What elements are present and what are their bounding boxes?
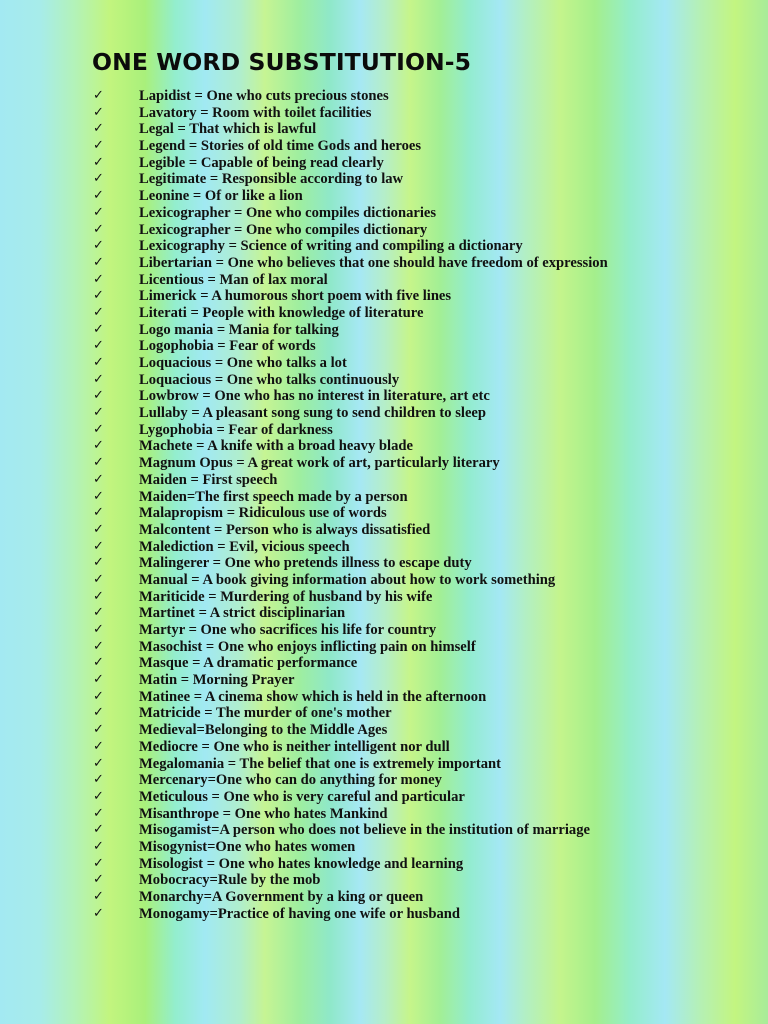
list-item xyxy=(93,88,608,105)
list-item xyxy=(93,422,608,439)
entry-text: Literati = People with knowledge of literature xyxy=(139,304,424,321)
entry-text: Licentious = Man of lax moral xyxy=(139,271,328,288)
entry-text: Megalomania = The belief that one is extremely important xyxy=(139,755,502,772)
entry-text: Loquacious = One who talks continuously xyxy=(139,371,400,388)
list-item xyxy=(93,338,608,355)
list-item xyxy=(93,205,608,222)
list-item xyxy=(93,605,608,622)
checkmark-icon: ✓ xyxy=(93,738,104,754)
entry-text: Misanthrope = One who hates Mankind xyxy=(139,805,388,822)
checkmark-icon: ✓ xyxy=(93,88,104,103)
entry-text: Maiden=The first speech made by a person xyxy=(139,488,408,505)
entry-text: Lapidist = One who cuts precious stones xyxy=(139,88,389,104)
list-item xyxy=(93,438,608,455)
checkmark-icon: ✓ xyxy=(93,805,104,821)
list-item xyxy=(93,355,608,372)
entry-text: Malediction = Evil, vicious speech xyxy=(139,538,350,555)
list-item xyxy=(93,255,608,272)
list-item xyxy=(93,622,608,639)
entry-text: Machete = A knife with a broad heavy blade xyxy=(139,438,413,455)
checkmark-icon: ✓ xyxy=(93,605,104,621)
checkmark-icon: ✓ xyxy=(93,622,104,637)
entry-text: Lygophobia = Fear of darkness xyxy=(139,421,333,438)
checkmark-icon: ✓ xyxy=(93,221,104,237)
entry-text: Logophobia = Fear of words xyxy=(139,338,316,355)
list-item xyxy=(93,689,608,706)
checkmark-icon: ✓ xyxy=(93,121,104,137)
checkmark-icon: ✓ xyxy=(93,388,104,404)
checkmark-icon: ✓ xyxy=(93,872,104,888)
checkmark-icon: ✓ xyxy=(93,571,104,587)
checkmark-icon: ✓ xyxy=(93,638,104,654)
checkmark-icon: ✓ xyxy=(93,154,104,170)
entry-text: Limerick = A humorous short poem with five lines xyxy=(139,288,452,305)
list-item xyxy=(93,322,608,339)
checkmark-icon: ✓ xyxy=(93,838,104,854)
checkmark-icon: ✓ xyxy=(93,905,104,921)
entry-text: Mediocre = One who is neither intelligent nor dull xyxy=(139,738,450,755)
entry-text: Malcontent = Person who is always dissatisfied xyxy=(139,521,431,538)
list-item xyxy=(93,105,608,122)
checkmark-icon: ✓ xyxy=(93,254,104,270)
checkmark-icon: ✓ xyxy=(93,355,104,370)
checkmark-icon: ✓ xyxy=(93,304,104,320)
list-item xyxy=(93,472,608,489)
list-item xyxy=(93,789,608,806)
checkmark-icon: ✓ xyxy=(93,688,104,704)
entry-text: Matin = Morning Prayer xyxy=(139,672,295,689)
list-item xyxy=(93,121,608,138)
entry-text: Medieval=Belonging to the Middle Ages xyxy=(139,722,388,739)
page-title: ONE WORD SUBSTITUTION-5 xyxy=(92,48,472,76)
entry-text: Monogamy=Practice of having one wife or husband xyxy=(139,905,460,922)
list-item xyxy=(93,155,608,172)
checkmark-icon: ✓ xyxy=(93,438,104,454)
entry-text: Matricide = The murder of one's mother xyxy=(139,705,392,722)
entry-text: Lexicographer = One who compiles dictionary xyxy=(139,221,428,238)
list-item xyxy=(93,672,608,689)
entry-text: Libertarian = One who believes that one should have freedom of expression xyxy=(139,254,608,271)
checkmark-icon: ✓ xyxy=(93,588,104,604)
list-item xyxy=(93,222,608,239)
list-item xyxy=(93,722,608,739)
entry-text: Mariticide = Murdering of husband by his wife xyxy=(139,588,433,605)
entry-text: Masochist = One who enjoys inflicting pain on himself xyxy=(139,638,476,655)
checkmark-icon: ✓ xyxy=(93,889,104,904)
list-item xyxy=(93,388,608,405)
list-item xyxy=(93,856,608,873)
checkmark-icon: ✓ xyxy=(93,288,104,304)
checkmark-icon: ✓ xyxy=(93,271,104,287)
entry-list xyxy=(93,88,608,922)
list-item xyxy=(93,739,608,756)
list-item xyxy=(93,238,608,255)
checkmark-icon: ✓ xyxy=(93,655,104,671)
entry-text: Lowbrow = One who has no interest in literature, art etc xyxy=(139,388,490,405)
checkmark-icon: ✓ xyxy=(93,772,104,788)
list-item xyxy=(93,305,608,322)
list-item xyxy=(93,839,608,856)
entry-text: Monarchy=A Government by a king or queen xyxy=(139,889,424,905)
checkmark-icon: ✓ xyxy=(93,405,104,421)
checkmark-icon: ✓ xyxy=(93,521,104,537)
entry-text: Meticulous = One who is very careful and particular xyxy=(139,788,465,805)
entry-text: Martyr = One who sacrifices his life for country xyxy=(139,622,437,638)
list-item xyxy=(93,639,608,656)
list-item xyxy=(93,906,608,923)
list-item xyxy=(93,889,608,906)
list-item xyxy=(93,756,608,773)
list-item xyxy=(93,272,608,289)
checkmark-icon: ✓ xyxy=(93,722,104,738)
list-item xyxy=(93,806,608,823)
checkmark-icon: ✓ xyxy=(93,755,104,771)
list-item xyxy=(93,572,608,589)
entry-text: Magnum Opus = A great work of art, particularly literary xyxy=(139,455,500,472)
checkmark-icon: ✓ xyxy=(93,188,104,204)
list-item xyxy=(93,171,608,188)
entry-text: Maiden = First speech xyxy=(139,471,278,488)
entry-text: Misogamist=A person who does not believe in the institution of marriage xyxy=(139,822,590,839)
list-item xyxy=(93,822,608,839)
checkmark-icon: ✓ xyxy=(93,204,104,220)
list-item xyxy=(93,489,608,506)
entry-text: Malingerer = One who pretends illness to escape duty xyxy=(139,555,472,572)
list-item xyxy=(93,138,608,155)
entry-text: Logo mania = Mania for talking xyxy=(139,321,339,338)
entry-text: Leonine = Of or like a lion xyxy=(139,188,303,205)
entry-text: Matinee = A cinema show which is held in the afternoon xyxy=(139,688,487,705)
checkmark-icon: ✓ xyxy=(93,471,104,487)
entry-text: Martinet = A strict disciplinarian xyxy=(139,605,346,622)
entry-text: Legitimate = Responsible according to law xyxy=(139,171,404,188)
list-item xyxy=(93,522,608,539)
list-item xyxy=(93,188,608,205)
checkmark-icon: ✓ xyxy=(93,822,104,838)
entry-text: Malapropism = Ridiculous use of words xyxy=(139,505,387,522)
list-item xyxy=(93,288,608,305)
list-item xyxy=(93,772,608,789)
checkmark-icon: ✓ xyxy=(93,421,104,437)
checkmark-icon: ✓ xyxy=(93,538,104,554)
checkmark-icon: ✓ xyxy=(93,104,104,120)
checkmark-icon: ✓ xyxy=(93,371,104,387)
list-item xyxy=(93,872,608,889)
checkmark-icon: ✓ xyxy=(93,238,104,254)
entry-text: Manual = A book giving information about how to work something xyxy=(139,571,556,588)
entry-text: Legal = That which is lawful xyxy=(139,121,317,138)
checkmark-icon: ✓ xyxy=(93,488,104,504)
checkmark-icon: ✓ xyxy=(93,705,104,721)
checkmark-icon: ✓ xyxy=(93,171,104,187)
checkmark-icon: ✓ xyxy=(93,321,104,337)
entry-text: Lullaby = A pleasant song sung to send children to sleep xyxy=(139,405,487,422)
checkmark-icon: ✓ xyxy=(93,338,104,354)
entry-text: Loquacious = One who talks a lot xyxy=(139,355,347,371)
list-item xyxy=(93,455,608,472)
entry-text: Lexicography = Science of writing and compiling a dictionary xyxy=(139,238,523,255)
list-item xyxy=(93,505,608,522)
entry-text: Mercenary=One who can do anything for money xyxy=(139,772,442,789)
entry-text: Legend = Stories of old time Gods and heroes xyxy=(139,138,422,155)
checkmark-icon: ✓ xyxy=(93,555,104,571)
list-item xyxy=(93,655,608,672)
list-item xyxy=(93,555,608,572)
checkmark-icon: ✓ xyxy=(93,855,104,871)
entry-text: Masque = A dramatic performance xyxy=(139,655,358,672)
entry-text: Misologist = One who hates knowledge and learning xyxy=(139,855,464,872)
checkmark-icon: ✓ xyxy=(93,455,104,471)
entry-text: Legible = Capable of being read clearly xyxy=(139,154,384,171)
checkmark-icon: ✓ xyxy=(93,672,104,688)
checkmark-icon: ✓ xyxy=(93,138,104,154)
entry-text: Lexicographer = One who compiles dictionaries xyxy=(139,204,437,221)
entry-text: Mobocracy=Rule by the mob xyxy=(139,872,321,889)
checkmark-icon: ✓ xyxy=(93,788,104,804)
list-item xyxy=(93,372,608,389)
entry-text: Misogynist=One who hates women xyxy=(139,838,356,855)
list-item xyxy=(93,589,608,606)
list-item xyxy=(93,705,608,722)
checkmark-icon: ✓ xyxy=(93,505,104,521)
list-item xyxy=(93,539,608,556)
entry-text: Lavatory = Room with toilet facilities xyxy=(139,104,372,121)
list-item xyxy=(93,405,608,422)
